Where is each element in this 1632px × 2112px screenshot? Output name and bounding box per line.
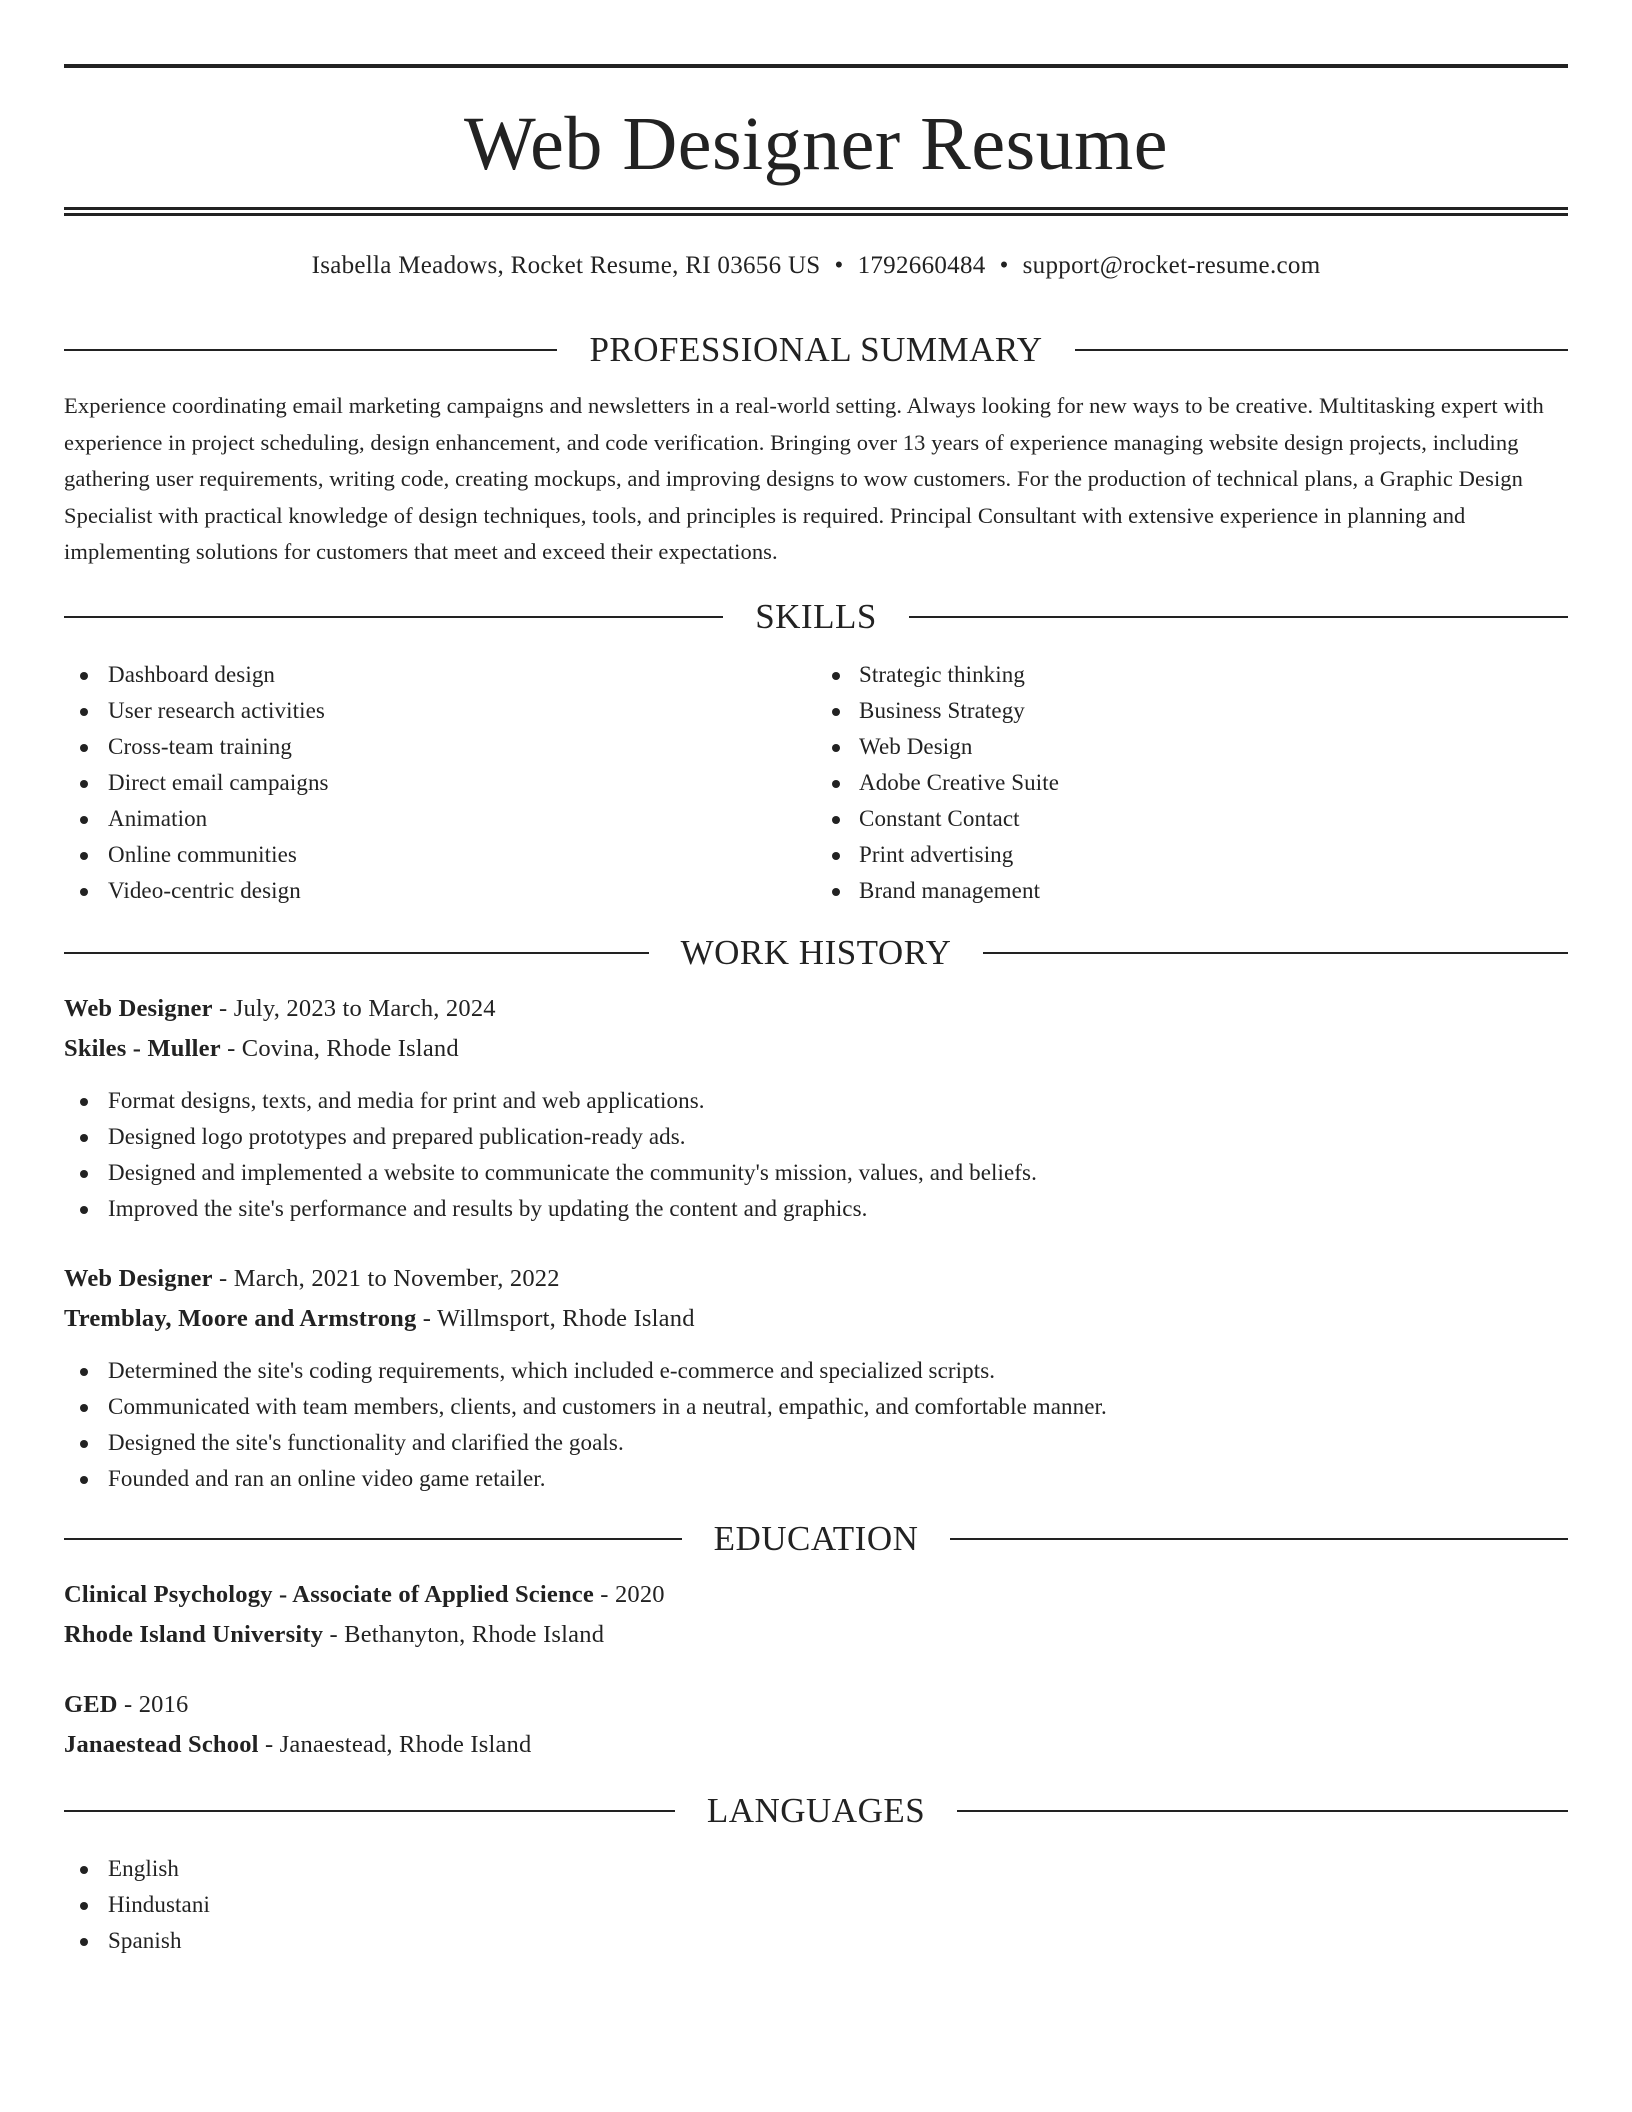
- page-title: Web Designer Resume: [463, 102, 1169, 186]
- job-bullet: Determined the site's coding requirements, which included e-commerce and specialized scripts.: [64, 1353, 1568, 1389]
- school: Janaestead School: [64, 1730, 259, 1758]
- skills-column-right: [816, 657, 1568, 909]
- resume-page: [64, 64, 1568, 1959]
- school-line: [64, 1615, 1568, 1655]
- heading-rule: [64, 1538, 682, 1540]
- job-company: Tremblay, Moore and Armstrong: [64, 1304, 417, 1332]
- heading-rule: [950, 1538, 1568, 1540]
- title-double-rule: [64, 207, 1568, 216]
- heading-rule: [909, 616, 1568, 618]
- school-line: [64, 1725, 1568, 1765]
- heading-rule: [64, 952, 649, 954]
- heading-rule: [957, 1810, 1568, 1812]
- skills-column-left: [64, 657, 816, 909]
- skill-item: Strategic thinking: [816, 657, 1568, 693]
- school-location: - Bethanyton, Rhode Island: [323, 1620, 605, 1648]
- top-rule: [64, 64, 1568, 68]
- job-title-line: [64, 1259, 1568, 1299]
- skill-item: Print advertising: [816, 837, 1568, 873]
- job-dates: - March, 2021 to November, 2022: [212, 1264, 560, 1292]
- job-company: Skiles - Muller: [64, 1034, 221, 1062]
- section-heading-skills: [64, 597, 1568, 637]
- skill-item: Brand management: [816, 873, 1568, 909]
- job-location: - Covina, Rhode Island: [220, 1034, 459, 1062]
- degree-line: [64, 1575, 1568, 1615]
- skill-item: User research activities: [64, 693, 816, 729]
- section-heading-summary: [64, 330, 1568, 370]
- skill-item: Constant Contact: [816, 801, 1568, 837]
- skill-item: Dashboard design: [64, 657, 816, 693]
- degree-line: [64, 1685, 1568, 1725]
- contact-address: Isabella Meadows, Rocket Resume, RI 03656 US: [311, 252, 821, 279]
- job-bullet: Designed logo prototypes and prepared publication-ready ads.: [64, 1119, 1568, 1155]
- contact-phone: 1792660484: [857, 252, 986, 279]
- section-heading-education: [64, 1519, 1568, 1559]
- job-title-line: [64, 989, 1568, 1029]
- skills-list: [64, 657, 1568, 909]
- skill-item: Adobe Creative Suite: [816, 765, 1568, 801]
- language-item: English: [64, 1851, 1568, 1887]
- contact-line: [64, 246, 1568, 286]
- job-bullet: Format designs, texts, and media for print and web applications.: [64, 1083, 1568, 1119]
- job-bullet: Improved the site's performance and results by updating the content and graphics.: [64, 1191, 1568, 1227]
- section-title: EDUCATION: [713, 1518, 919, 1558]
- job-company-line: [64, 1029, 1568, 1069]
- job-title: Web Designer: [64, 1264, 213, 1292]
- skill-item: Business Strategy: [816, 693, 1568, 729]
- skill-item: Video-centric design: [64, 873, 816, 909]
- summary-text: Experience coordinating email marketing campaigns and newsletters in a real-world setting. Always looking for new ways to be creative. Multitasking expert with experience in project scheduling, design enhancement, and code verification. Bringing over 13 years of experience managing website design projects, including gathering user requirements, writing code, creating mockups, and improving designs to wow customers. For the production of technical plans, a Graphic Design Specialist with practical knowledge of design techniques, tools, and principles is required. Principal Consultant with extensive experience in planning and implementing solutions for customers that meet and exceed their expectations.: [64, 393, 1544, 564]
- degree-year: - 2020: [593, 1580, 665, 1608]
- degree: GED: [64, 1690, 118, 1718]
- job-title: Web Designer: [64, 994, 213, 1022]
- contact-separator: •: [999, 252, 1009, 279]
- section-heading-languages: [64, 1791, 1568, 1831]
- heading-rule: [1075, 349, 1568, 351]
- skill-item: Online communities: [64, 837, 816, 873]
- education-entry: [64, 1685, 1568, 1765]
- education-entry: [64, 1575, 1568, 1655]
- language-item: Spanish: [64, 1923, 1568, 1959]
- degree: Clinical Psychology - Associate of Applied Science: [64, 1580, 594, 1608]
- heading-rule: [64, 1810, 675, 1812]
- job-dates: - July, 2023 to March, 2024: [212, 994, 496, 1022]
- job-bullets: [64, 1083, 1568, 1227]
- school-location: - Janaestead, Rhode Island: [258, 1730, 532, 1758]
- contact-separator: •: [834, 252, 844, 279]
- job-bullet: Designed and implemented a website to communicate the community's mission, values, and beliefs.: [64, 1155, 1568, 1191]
- skill-item: Web Design: [816, 729, 1568, 765]
- skill-item: Direct email campaigns: [64, 765, 816, 801]
- job-bullet: Designed the site's functionality and clarified the goals.: [64, 1425, 1568, 1461]
- job-bullet: Founded and ran an online video game retailer.: [64, 1461, 1568, 1497]
- skill-item: Cross-team training: [64, 729, 816, 765]
- job-company-line: [64, 1299, 1568, 1339]
- languages-list: [64, 1851, 1568, 1959]
- work-entry: [64, 989, 1568, 1227]
- work-entry: [64, 1259, 1568, 1497]
- heading-rule: [64, 616, 723, 618]
- degree-year: - 2016: [117, 1690, 189, 1718]
- heading-rule: [64, 349, 557, 351]
- contact-email: support@rocket-resume.com: [1022, 252, 1321, 279]
- section-title: SKILLS: [755, 596, 877, 636]
- section-title: PROFESSIONAL SUMMARY: [589, 330, 1043, 369]
- school: Rhode Island University: [64, 1620, 324, 1648]
- job-location: - Willmsport, Rhode Island: [416, 1304, 695, 1332]
- section-title: WORK HISTORY: [680, 932, 952, 972]
- job-bullets: [64, 1353, 1568, 1497]
- heading-rule: [983, 952, 1568, 954]
- skill-item: Animation: [64, 801, 816, 837]
- section-heading-work: [64, 933, 1568, 973]
- job-bullet: Communicated with team members, clients, and customers in a neutral, empathic, and comfortable manner.: [64, 1389, 1568, 1425]
- language-item: Hindustani: [64, 1887, 1568, 1923]
- section-title: LANGUAGES: [706, 1790, 926, 1830]
